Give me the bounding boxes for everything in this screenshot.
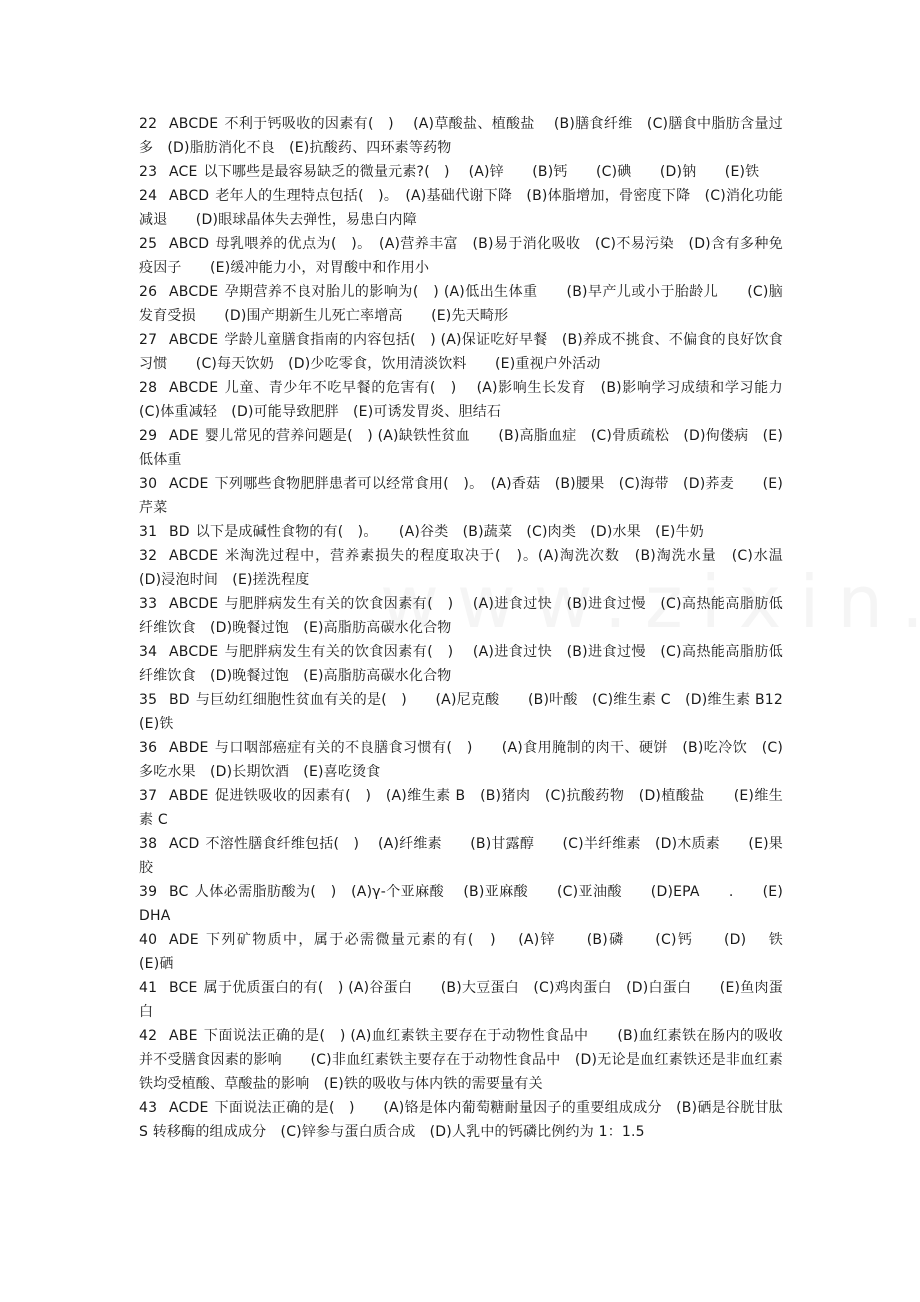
- question-item: [139, 1096, 783, 1144]
- question-number: 42: [139, 1028, 158, 1044]
- question-item: [139, 376, 798, 424]
- question-number: 37: [139, 788, 158, 804]
- question-text: 不溶性膳食纤维包括( ) (A)纤维素 (B)甘露醇 (C)半纤维素 (D)木质素 (E)果胶: [139, 836, 783, 876]
- question-item: [139, 688, 802, 736]
- question-text: 促进铁吸收的因素有( ) (A)维生素 B (B)猪肉 (C)抗酸药物 (D)植酸盐 (E)维生素 C: [139, 788, 783, 828]
- question-text: 以下是成碱性食物的有( )。 (A)谷类 (B)蔬菜 (C)肉类 (D)水果 (E)牛奶: [195, 524, 704, 540]
- question-number: 27: [139, 332, 158, 348]
- question-number: 22: [139, 116, 158, 132]
- question-item: [139, 472, 783, 520]
- question-text: 与肥胖病发生有关的饮食因素有( ) (A)进食过快 (B)进食过慢 (C)高热能高脂肪低纤维饮食 (D)晚餐过饱 (E)高脂肪高碳水化合物: [139, 644, 783, 684]
- question-text: 下列矿物质中，属于必需微量元素的有( ) (A)锌 (B)磷 (C)钙 (D) 铁 (E)硒: [139, 932, 812, 972]
- answer-key: ABCD: [169, 236, 210, 252]
- question-item: [139, 736, 783, 784]
- question-text: 米淘洗过程中，营养素损失的程度取决于( )。(A)淘洗次数 (B)淘洗水量 (C)水温 (D)浸泡时间 (E)搓洗程度: [139, 548, 812, 588]
- question-item: [139, 544, 812, 592]
- answer-key: ABCDE: [169, 596, 219, 612]
- question-number: 39: [139, 884, 158, 900]
- answer-key: ABE: [169, 1028, 198, 1044]
- question-item: [139, 976, 783, 1024]
- question-list: [139, 112, 812, 1144]
- question-item: [139, 160, 783, 184]
- question-number: 31: [139, 524, 158, 540]
- question-text: 学龄儿童膳食指南的内容包括( ) (A)保证吃好早餐 (B)养成不挑食、不偏食的良好饮食习惯 (C)每天饮奶 (D)少吃零食，饮用清淡饮料 (E)重视户外活动: [139, 332, 783, 372]
- answer-key: BD: [169, 692, 190, 708]
- question-item: [139, 520, 783, 544]
- question-number: 30: [139, 476, 158, 492]
- answer-key: ACDE: [169, 476, 209, 492]
- answer-key: ABCDE: [169, 548, 219, 564]
- question-number: 29: [139, 428, 158, 444]
- question-text: 孕期营养不良对胎儿的影响为( ) (A)低出生体重 (B)早产儿或小于胎龄儿 (C)脑发育受损 (D)围产期新生儿死亡率增高 (E)先天畸形: [139, 284, 783, 324]
- answer-key: BC: [169, 884, 189, 900]
- question-item: [139, 592, 783, 640]
- question-number: 36: [139, 740, 158, 756]
- question-number: 43: [139, 1100, 158, 1116]
- answer-key: ABCDE: [169, 380, 219, 396]
- question-item: [139, 112, 783, 160]
- question-text: 与巨幼红细胞性贫血有关的是( ) (A)尼克酸 (B)叶酸 (C)维生素 C (D)维生素 B12 (E)铁: [139, 692, 802, 732]
- question-text: 与口咽部癌症有关的不良膳食习惯有( ) (A)食用腌制的肉干、硬饼 (B)吃冷饮 (C)多吃水果 (D)长期饮酒 (E)喜吃烫食: [139, 740, 783, 780]
- question-number: 34: [139, 644, 158, 660]
- question-item: [139, 640, 783, 688]
- question-item: [139, 232, 783, 280]
- question-item: [139, 832, 783, 880]
- question-text: 婴儿常见的营养问题是( ) (A)缺铁性贫血 (B)高脂血症 (C)骨质疏松 (D)佝偻病 (E)低体重: [139, 428, 783, 468]
- answer-key: ACE: [169, 164, 198, 180]
- question-item: [139, 880, 783, 928]
- question-number: 40: [139, 932, 158, 948]
- answer-key: ABCDE: [169, 644, 219, 660]
- question-number: 26: [139, 284, 158, 300]
- question-item: [139, 928, 812, 976]
- question-number: 41: [139, 980, 158, 996]
- question-text: 下面说法正确的是( ) (A)铬是体内葡萄糖耐量因子的重要组成成分 (B)硒是谷胱甘肽 S 转移酶的组成成分 (C)锌参与蛋白质合成 (D)人乳中的钙磷比例约为 1：1.5: [139, 1100, 783, 1140]
- answer-key: ADE: [169, 428, 199, 444]
- answer-key: BCE: [169, 980, 198, 996]
- question-text: 下面说法正确的是( ) (A)血红素铁主要存在于动物性食品中 (B)血红素铁在肠内的吸收并不受膳食因素的影响 (C)非血红素铁主要存在于动物性食品中 (D)无论是血红素铁还是非血红素铁均受植酸、草酸盐的影响 (E)铁的吸收与体内铁的需要量有关: [139, 1028, 783, 1092]
- answer-key: ABCDE: [169, 284, 219, 300]
- answer-key: ACD: [169, 836, 200, 852]
- question-number: 38: [139, 836, 158, 852]
- answer-key: ACDE: [169, 1100, 209, 1116]
- question-number: 32: [139, 548, 158, 564]
- question-number: 25: [139, 236, 158, 252]
- question-text: 人体必需脂肪酸为( ) (A)γ-个亚麻酸 (B)亚麻酸 (C)亚油酸 (D)EPA . (E)DHA: [139, 884, 783, 924]
- question-item: [139, 184, 783, 232]
- question-text: 母乳喂养的优点为( )。 (A)营养丰富 (B)易于消化吸收 (C)不易污染 (D)含有多种免疫因子 (E)缓冲能力小，对胃酸中和作用小: [139, 236, 783, 276]
- question-item: [139, 1024, 783, 1096]
- question-number: 24: [139, 188, 158, 204]
- answer-key: ABCDE: [169, 332, 219, 348]
- question-text: 儿童、青少年不吃早餐的危害有( ) (A)影响生长发育 (B)影响学习成绩和学习能力 (C)体重减轻 (D)可能导致肥胖 (E)可诱发胃炎、胆结石: [139, 380, 798, 420]
- question-number: 33: [139, 596, 158, 612]
- question-item: [139, 424, 783, 472]
- question-text: 老年人的生理特点包括( )。 (A)基础代谢下降 (B)体脂增加，骨密度下降 (C)消化功能减退 (D)眼球晶体失去弹性，易患白内障: [139, 188, 783, 228]
- question-text: 下列哪些食物肥胖患者可以经常食用( )。 (A)香菇 (B)腰果 (C)海带 (D)荞麦 (E)芹菜: [139, 476, 783, 516]
- question-number: 28: [139, 380, 158, 396]
- question-item: [139, 280, 783, 328]
- question-item: [139, 784, 783, 832]
- question-item: [139, 328, 783, 376]
- answer-key: ABDE: [169, 740, 209, 756]
- question-text: 属于优质蛋白的有( ) (A)谷蛋白 (B)大豆蛋白 (C)鸡肉蛋白 (D)白蛋白 (E)鱼肉蛋白: [139, 980, 783, 1020]
- question-number: 23: [139, 164, 158, 180]
- answer-key: ADE: [169, 932, 199, 948]
- answer-key: ABCD: [169, 188, 210, 204]
- question-text: 不利于钙吸收的因素有( ) (A)草酸盐、植酸盐 (B)膳食纤维 (C)膳食中脂肪含量过多 (D)脂肪消化不良 (E)抗酸药、四环素等药物: [139, 116, 783, 156]
- question-text: 与肥胖病发生有关的饮食因素有( ) (A)进食过快 (B)进食过慢 (C)高热能高脂肪低纤维饮食 (D)晚餐过饱 (E)高脂肪高碳水化合物: [139, 596, 783, 636]
- answer-key: BD: [169, 524, 190, 540]
- question-text: 以下哪些是最容易缺乏的微量元素?( ) (A)锌 (B)钙 (C)碘 (D)钠 (E)铁: [203, 164, 760, 180]
- question-number: 35: [139, 692, 158, 708]
- answer-key: ABDE: [169, 788, 209, 804]
- answer-key: ABCDE: [169, 116, 219, 132]
